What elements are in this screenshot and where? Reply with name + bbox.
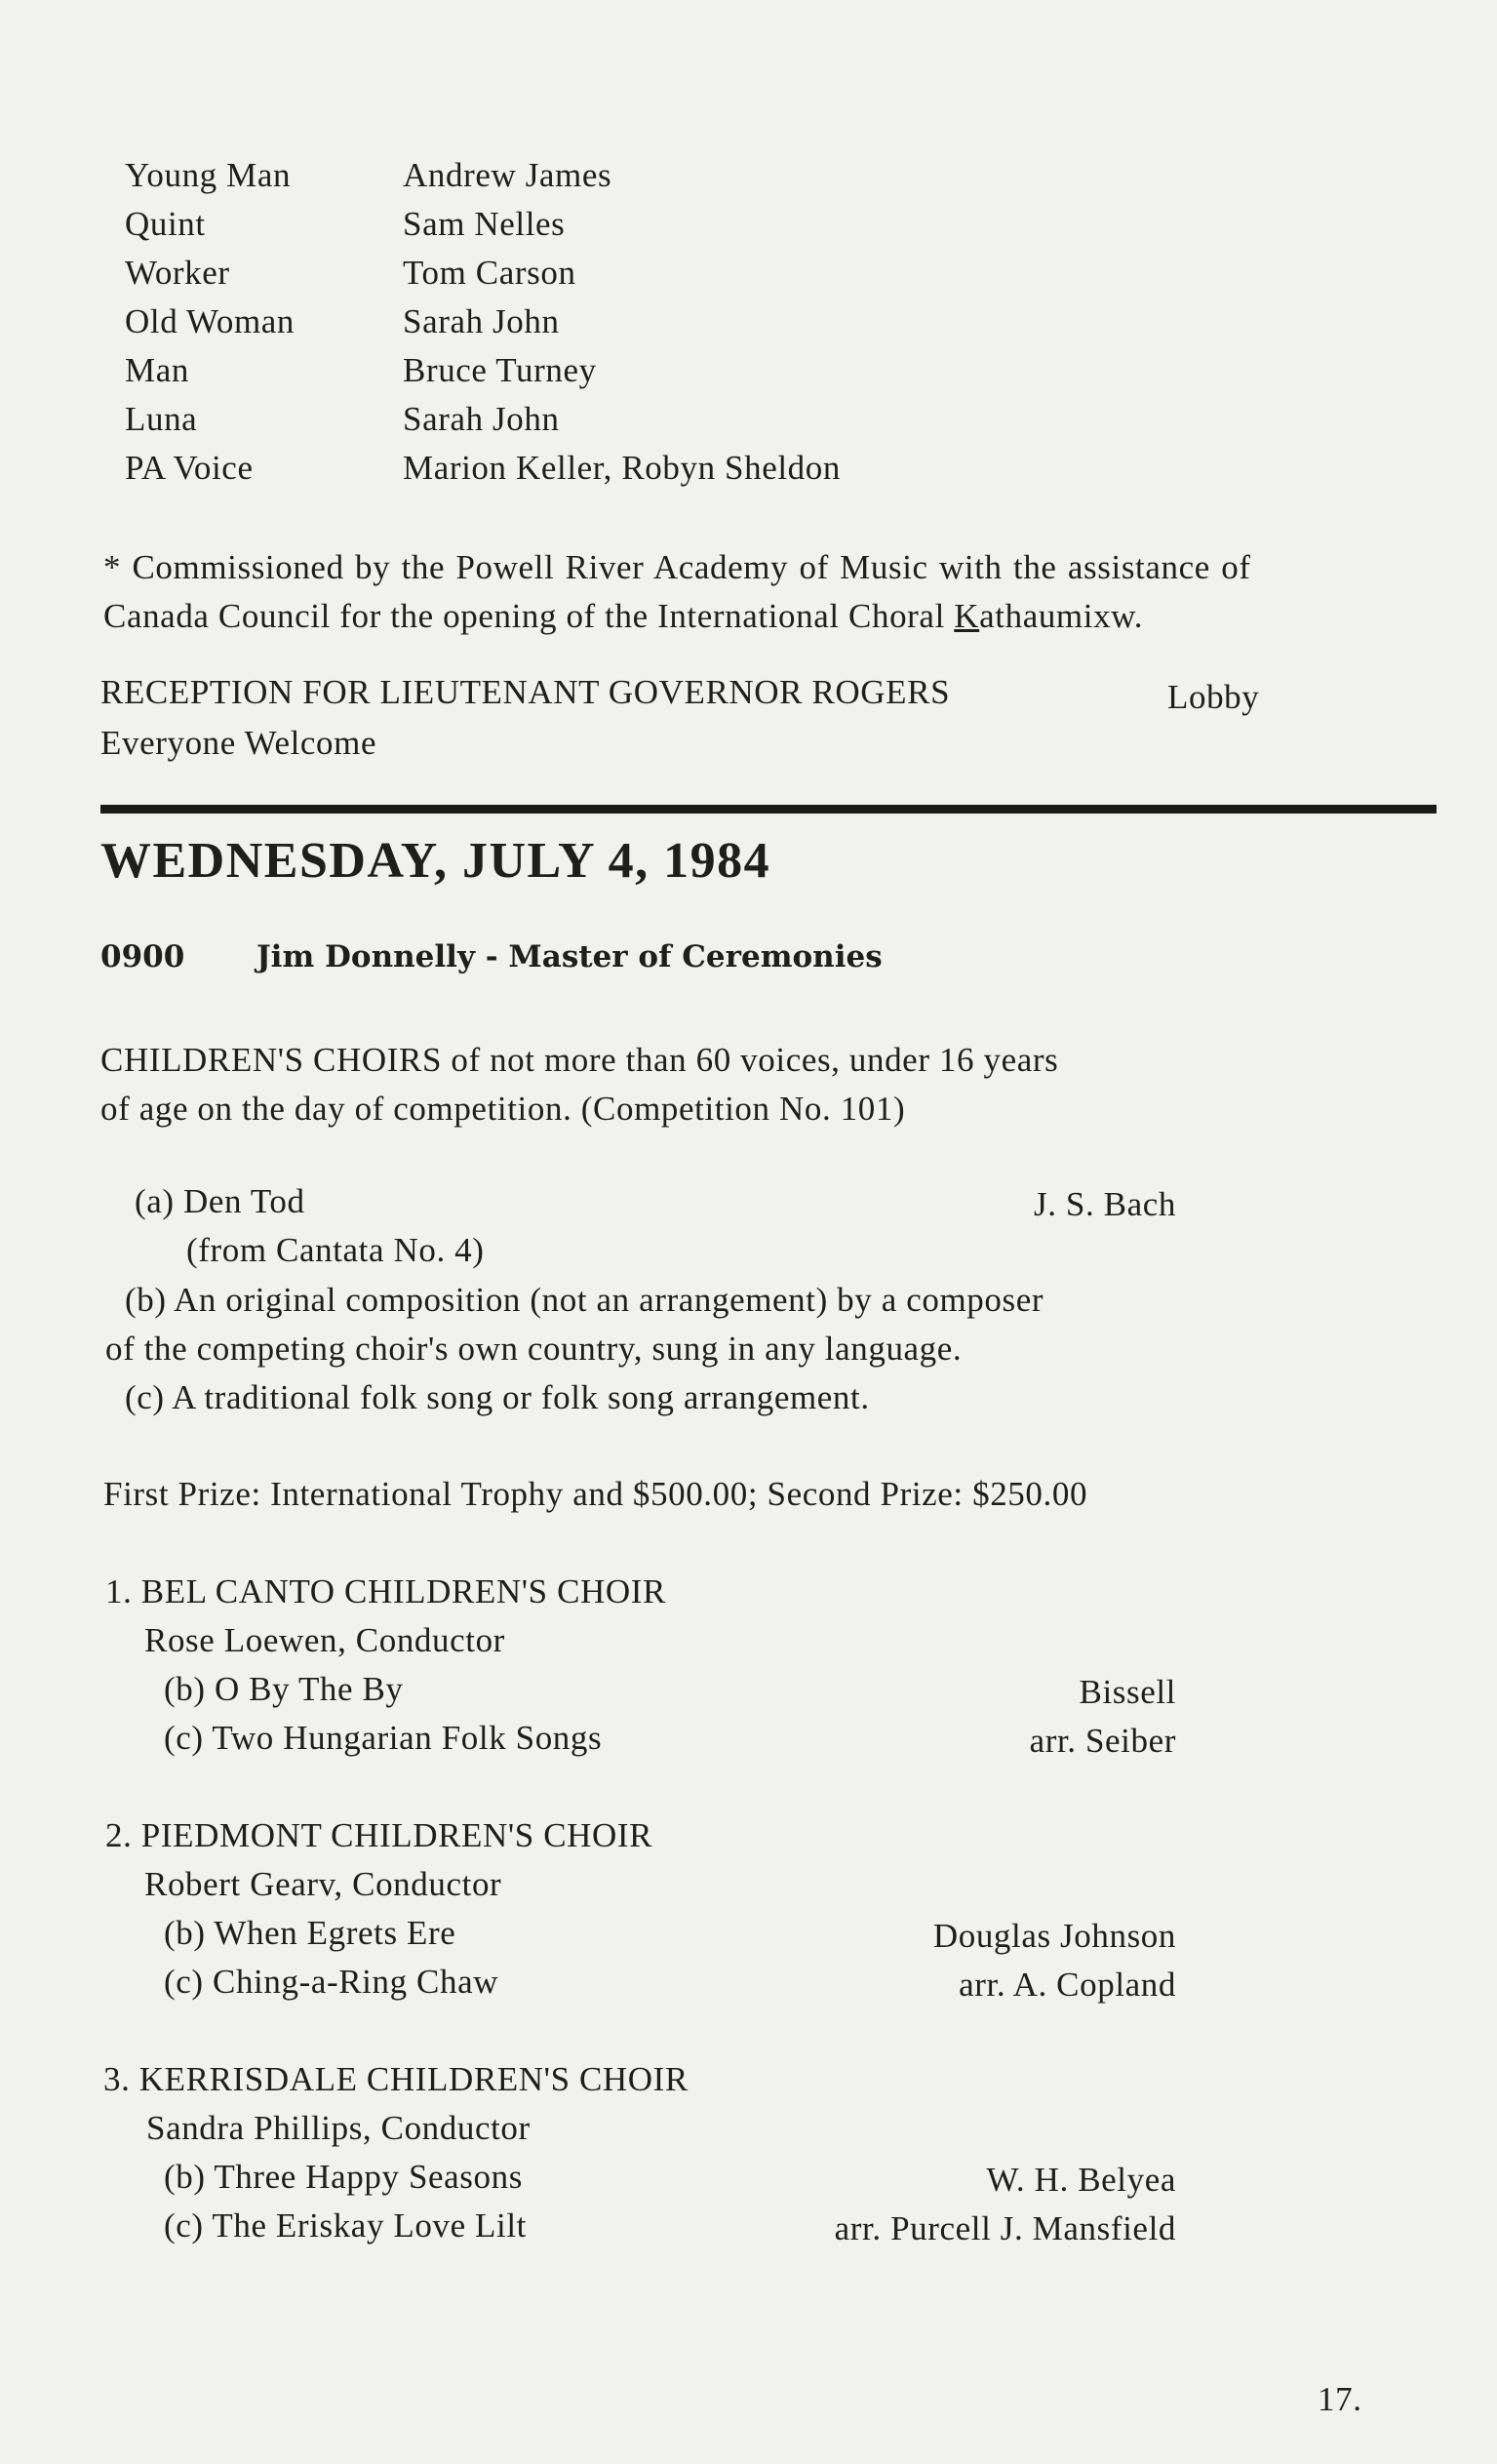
set-piece-a: (a) Den Tod — [135, 1182, 305, 1220]
cast-role: Young Man — [125, 156, 292, 194]
choir-piece-title: (b) Three Happy Seasons — [164, 2158, 523, 2196]
choir-name: 2. PIEDMONT CHILDREN'S CHOIR — [105, 1816, 653, 1854]
set-piece-b-line1: (b) An original composition (not an arrangement) by a composer — [125, 1281, 1044, 1319]
choir-piece-title: (c) The Eriskay Love Lilt — [164, 2206, 528, 2245]
cast-actor: Tom Carson — [403, 254, 576, 292]
session-time: 0900 — [100, 939, 185, 974]
cast-role: Luna — [125, 400, 198, 438]
commission-text-end: athaumixw. — [979, 597, 1144, 635]
choir-name: 1. BEL CANTO CHILDREN'S CHOIR — [105, 1572, 666, 1610]
competition-description-line1: CHILDREN'S CHOIRS of not more than 60 voices, under 16 years — [100, 1041, 1059, 1079]
cast-actor: Sam Nelles — [403, 205, 566, 243]
choir-name: 3. KERRISDALE CHILDREN'S CHOIR — [103, 2060, 689, 2098]
cast-role: Man — [125, 351, 189, 389]
choir-conductor: Rose Loewen, Conductor — [144, 1621, 505, 1659]
master-of-ceremonies: Jim Donnelly - Master of Ceremonies — [256, 939, 883, 974]
choir-piece-title: (b) When Egrets Ere — [164, 1914, 456, 1952]
choir-piece-composer: arr. Seiber — [1029, 1722, 1176, 1760]
section-divider — [100, 805, 1437, 814]
page-number: 17. — [1318, 2380, 1362, 2418]
day-heading: WEDNESDAY, JULY 4, 1984 — [100, 833, 771, 889]
set-piece-c: (c) A traditional folk song or folk song arrangement. — [125, 1378, 870, 1416]
choir-piece-composer: Bissell — [1079, 1673, 1176, 1711]
commission-note-line1: * Commissioned by the Powell River Academy of Music with the assistance of — [103, 548, 1251, 586]
commission-k-underlined: K — [954, 597, 980, 635]
set-piece-a-source: (from Cantata No. 4) — [186, 1231, 485, 1269]
cast-actor: Andrew James — [403, 156, 612, 194]
choir-piece-title: (c) Two Hungarian Folk Songs — [164, 1719, 603, 1757]
set-piece-b-line2: of the competing choir's own country, sung in any language. — [105, 1330, 963, 1368]
cast-actor: Bruce Turney — [403, 351, 597, 389]
cast-actor: Sarah John — [403, 400, 560, 438]
cast-actor: Marion Keller, Robyn Sheldon — [403, 449, 841, 487]
commission-note-line2 — [103, 597, 1143, 636]
commission-text: Canada Council for the opening of the International Choral — [103, 597, 955, 635]
choir-conductor: Robert Gearv, Conductor — [144, 1865, 502, 1903]
choir-piece-title: (b) O By The By — [164, 1670, 404, 1708]
competition-description-line2: of age on the day of competition. (Competition No. 101) — [100, 1090, 906, 1128]
cast-role: Worker — [125, 254, 230, 292]
choir-piece-composer: W. H. Belyea — [986, 2161, 1176, 2199]
choir-piece-composer: arr. A. Copland — [959, 1966, 1176, 2004]
cast-role: Old Woman — [125, 302, 295, 340]
set-piece-a-composer: J. S. Bach — [1034, 1185, 1176, 1223]
choir-piece-title: (c) Ching-a-Ring Chaw — [164, 1963, 499, 2001]
cast-role: Quint — [125, 205, 206, 243]
choir-conductor: Sandra Phillips, Conductor — [146, 2109, 531, 2147]
reception-note: Everyone Welcome — [100, 724, 377, 762]
cast-actor: Sarah John — [403, 302, 560, 340]
choir-piece-composer: Douglas Johnson — [932, 1917, 1176, 1955]
choir-piece-composer: arr. Purcell J. Mansfield — [834, 2209, 1176, 2247]
prize-info: First Prize: International Trophy and $500.00; Second Prize: $250.00 — [103, 1475, 1088, 1513]
reception-title: RECEPTION FOR LIEUTENANT GOVERNOR ROGERS — [100, 673, 951, 711]
reception-location: Lobby — [1167, 678, 1260, 716]
cast-role: PA Voice — [125, 449, 254, 487]
